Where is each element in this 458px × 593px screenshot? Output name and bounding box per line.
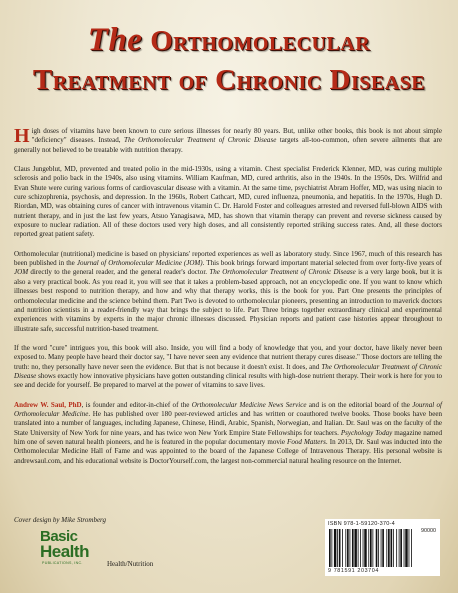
journal-abbrev: JOM (14, 268, 29, 277)
movie-name: Food Matters (287, 437, 326, 446)
text: magazine named him one of seven natural health pioneers, and he is featured in the popular documentary movie (14, 428, 443, 446)
journal-name: Journal of Orthomolecular Medicine (14, 400, 443, 418)
service-name: Orthomolecular Medicine News Service (191, 400, 307, 409)
text: If the word "cure" intrigues you, this book will also. Inside, you will find a body of knowledge that you, and your doctor, have likely never been exposed to. Many people have heard their doctor say, "I have never seen any evidence that nutrient therapy cures disease." Those doctors are telling the truth: no, they personally have never seen the evidence. But that is not because it doesn't exist. It does, and (14, 343, 442, 371)
isbn-text: ISBN 978-1-59120-370-4 (328, 521, 395, 527)
journal-name: Journal of Orthomolecular Medicine (JOM) (76, 259, 203, 268)
research-paragraph (14, 250, 442, 334)
barcode-box (325, 519, 440, 576)
drop-cap: H (14, 125, 30, 147)
intro-paragraph (14, 127, 442, 155)
logo-word-basic: Basic (40, 528, 78, 545)
book-title-ref: The Orthomolecular Treatment of Chronic Disease (14, 362, 442, 380)
book-title-line-1 (0, 22, 458, 59)
magazine-name: Psychology Today (340, 428, 393, 437)
text: . In 2013, Dr. Saul was inducted into the Orthomolecular Medicine Hall of Fame and was appointed to the board of the Japanese College of Intravenous Therapy. His personal website is andrewsaul.com, and his educational website is DoctorYourself.com, the largest non-commercial natural healing resource on the Internet. (14, 437, 442, 465)
title-word: Orthomolecular (150, 25, 371, 57)
author-name: Andrew W. Saul, PhD (14, 400, 82, 409)
logo-publications: PUBLICATIONS, INC. (42, 561, 83, 565)
publisher-logo (40, 530, 100, 582)
logo-word-health: Health (40, 542, 89, 561)
text: and is on the editorial board of the (306, 400, 413, 409)
cover-design-credit: Cover design by Mike Stromberg (14, 516, 107, 524)
ean-digits: 9 781591 203704 (328, 568, 379, 574)
text: directly to the general reader, and the general reader's doctor. (28, 268, 210, 277)
text: . This book brings forward important material selected from over forty-five years of (202, 259, 442, 268)
text: . He has published over 180 peer-reviewed articles and has written or coauthored twelve books. Those books have been translated into a number of languages, including Japanese, Chinese, Hindi, Arabic, Spanish, Norwegian, and Italian. Dr. Saul was on the faculty of the State University of New York for nine years, and has twice won New York Empire State Fellowships for teachers. (14, 409, 443, 437)
book-title-line-2: Treatment of Chronic Disease (32, 64, 426, 96)
body-text (14, 127, 442, 476)
book-title-ref: The Orthomolecular Treatment of Chronic Disease (209, 268, 356, 277)
book-title-ref: The Orthomolecular Treatment of Chronic Disease (124, 136, 277, 145)
text: shows exactly how innovative physicians have gotten outstanding clinical results with high-dose nutrient therapy. Their work is here for you to see and decide for yourself. Be prepared to marvel at the power of vitamins to save lives. (14, 371, 442, 390)
text: is a very large book, but it is also a very practical book. As you read it, you will see that it takes a problem-based approach, not an encyclopedic one. If you want to know which illnesses best respond to nutrition therapy, and how and why that therapy works, this is the book for you. Part One presents the principles of orthomolecular medicine and the science behind them. Part Two is devoted to orthomolecular pioneers, presenting an introduction to maverick doctors and nutrition scientists in a reader-friendly way that brings the subject to life. Part Three brings together extraordinary clinical and experimental experiences with vitamins by experts in the major chronic illnesses discussed. Physician reports and patient case histories appear throughout to illustrate safe, successful nutrition-based treatment. (14, 268, 442, 333)
text: , is founder and editor-in-chief of the (81, 400, 192, 409)
title-the: The (87, 22, 143, 58)
intro-text: targets all-too-common, often severe ailments that are generally not believed to be treatable with nutrition therapy. (14, 136, 442, 154)
author-bio (14, 401, 442, 466)
barcode-icon (329, 529, 437, 567)
intro-text: igh doses of vitamins have been known to cure serious illnesses for nearly 80 years. But, unlike other books, this book is not about simple "deficiency" diseases. Instead, (31, 127, 442, 145)
text: Orthomolecular (nutritional) medicine is based on physicians' reported experiences as well as laboratory study. Since 1967, much of this research has been published in the (14, 249, 442, 268)
cure-paragraph (14, 344, 442, 391)
price-code: 90000 (421, 528, 436, 534)
category-label: Health/Nutrition (107, 560, 154, 568)
pioneers-paragraph: Claus Jungeblut, MD, prevented and treated polio in the mid-1930s, using a vitamin. Chest specialist Frederick Klenner, MD, was curing multiple sclerosis and polio back in the 1940s, also using vitamins. William Kaufman, MD, cured arthritis, also in the 1940s. In the 1950s, Drs. Wilfrid and Evan Shute were curing various forms of cardiovascular disease with a vitamin. At the same time, psychiatrist Abram Hoffer, MD, was using niacin to cure schizophrenia, psychosis, and depression. In the 1960s, Robert Cathcart, MD, cured influenza, pneumonia, and hepatitis. In the 1970s, Hugh D. Riordan, MD, was obtaining cures of cancer with intravenous vitamin C. Dr. Harold Foster and colleagues arrested and reversed full-blown AIDS with nutrient therapy, and in just the last few years, Atsuo Yanagisawa, MD, has shown that vitamin therapy can prevent and reverse sickness caused by exposure to nuclear radiation. All of these doctors used very high doses, and all consistently reported striking success rates. And, all these doctors reported great patient safety. (14, 165, 442, 239)
